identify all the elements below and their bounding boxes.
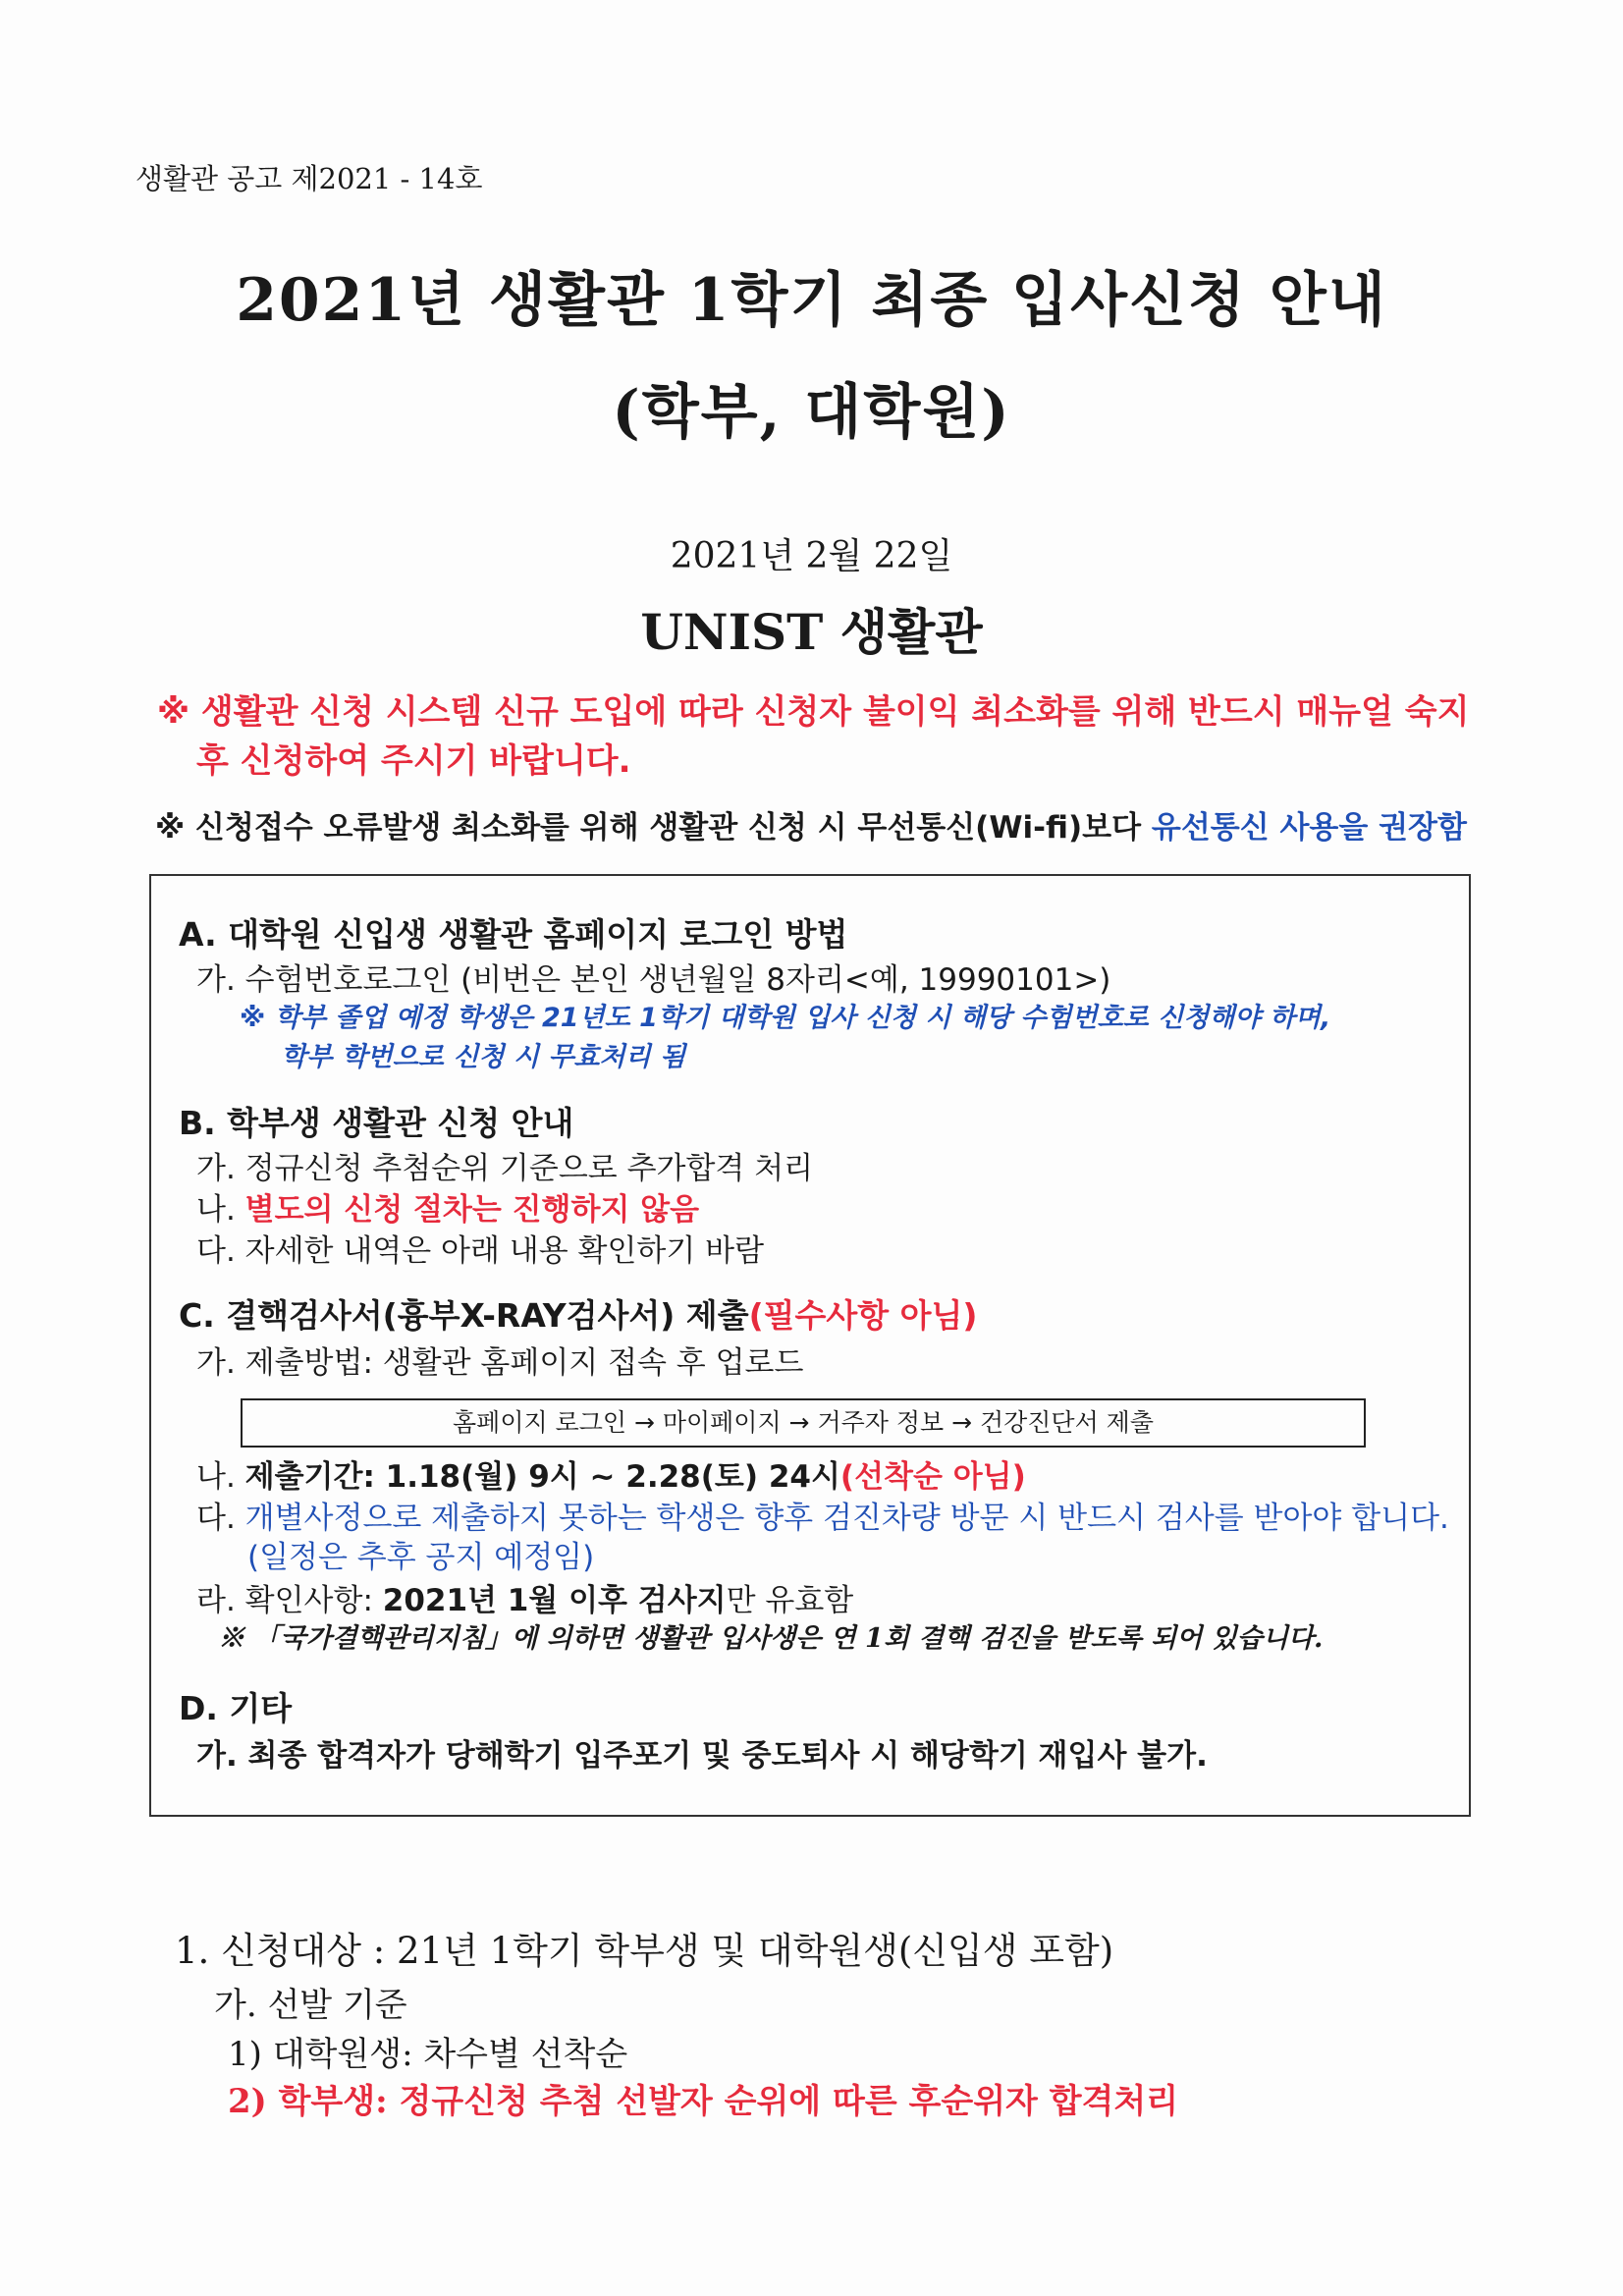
section-b-item-1: 가. 정규신청 추첨순위 기준으로 추가합격 처리 [196, 1151, 814, 1186]
section-b-item-2-prefix: 나. [196, 1192, 245, 1228]
section-c-heading-highlight: (필수사항 아님) [748, 1296, 978, 1335]
section-d-heading: D. 기타 [179, 1689, 293, 1727]
section-c-item-1: 가. 제출방법: 생활관 홈페이지 접속 후 업로드 [196, 1345, 804, 1381]
section-c-item-2-bold: 제출기간: 1.18(월) 9시 ~ 2.28(토) 24시 [244, 1459, 840, 1495]
notice-number: 생활관 공고 제2021 - 14호 [135, 162, 483, 195]
section-c-item-3-line-1: 개별사정으로 제출하지 못하는 학생은 향후 검진차량 방문 시 반드시 검사를 받아야 합니다. [244, 1501, 1449, 1536]
section-a-heading: A. 대학원 신입생 생활관 홈페이지 로그인 방법 [179, 915, 848, 954]
section-c-item-3-prefix: 다. [196, 1501, 245, 1536]
alert-network-highlight: 유선통신 사용을 권장함 [1151, 810, 1467, 846]
section-a-note-2: 학부 학번으로 신청 시 무효처리 됨 [281, 1042, 686, 1072]
alert-network [155, 803, 1530, 852]
section-d-item-1: 가. 최종 합격자가 당해학기 입주포기 및 중도퇴사 시 해당학기 재입사 불가. [196, 1738, 1208, 1774]
section-c-item-4-bold: 2021년 1월 이후 검사지 [382, 1583, 727, 1618]
section-1-sub-a: 가. 선발 기준 [214, 1986, 407, 2025]
section-c-item-2 [196, 1451, 1026, 1496]
title-line-2: (학부, 대학원) [612, 378, 1011, 447]
title-line-1: 2021년 생활관 1학기 최종 입사신청 안내 [236, 266, 1387, 335]
section-1-heading: 1. 신청대상 : 21년 1학기 학부생 및 대학원생(신입생 포함) [175, 1930, 1114, 1972]
section-c-item-4-prefix: 라. 확인사항: [196, 1583, 383, 1618]
submission-process-box: 홈페이지 로그인 → 마이페이지 → 거주자 정보 → 건강진단서 제출 [241, 1398, 1366, 1448]
section-1-item-2: 2) 학부생: 정규신청 추첨 선발자 순위에 따른 후순위자 합격처리 [228, 2082, 1179, 2121]
alert-manual-line-1: ※ 생활관 신청 시스템 신규 도입에 따라 신청자 불이익 최소화를 위해 반드시 매뉴얼 숙지 [157, 692, 1470, 732]
section-b-item-2-highlight: 별도의 신청 절차는 진행하지 않음 [244, 1192, 700, 1228]
alert-manual-line-2: 후 신청하여 주시기 바랍니다. [196, 741, 631, 781]
section-a-note-1: ※ 학부 졸업 예정 학생은 21년도 1학기 대학원 입사 신청 시 해당 수험번호로 신청해야 하며, [240, 1003, 1331, 1033]
section-b-item-2 [196, 1184, 699, 1229]
section-b-heading: B. 학부생 생활관 신청 안내 [179, 1104, 574, 1142]
section-1-item-1: 1) 대학원생: 차수별 선착순 [228, 2035, 628, 2074]
section-c-item-4 [196, 1575, 853, 1619]
section-c-heading [179, 1290, 978, 1337]
section-c-item-3-line-2: (일정은 추후 공지 예정임) [247, 1540, 595, 1575]
section-b-item-3: 다. 자세한 내역은 아래 내용 확인하기 바람 [196, 1233, 765, 1269]
section-c-item-2-highlight: (선착순 아님) [839, 1459, 1026, 1495]
alert-network-text: ※ 신청접수 오류발생 최소화를 위해 생활관 신청 시 무선통신(Wi-fi)보다 [155, 810, 1152, 846]
issuer: UNIST 생활관 [640, 603, 983, 661]
section-c-note: ※ 「국가결핵관리지침」에 의하면 생활관 입사생은 연 1회 결핵 검진을 받도록 되어 있습니다. [218, 1623, 1324, 1654]
notice-date: 2021년 2월 22일 [670, 536, 953, 576]
alert-manual [157, 687, 1512, 786]
section-a-item-1: 가. 수험번호로그인 (비번은 본인 생년월일 8자리<예, 19990101>) [196, 962, 1111, 998]
section-c-item-4-suffix: 만 유효함 [726, 1583, 854, 1618]
section-c-item-2-prefix: 나. [196, 1459, 245, 1495]
section-c-heading-text: C. 결핵검사서(흉부X-RAY검사서) 제출 [179, 1296, 749, 1335]
section-c-item-3 [196, 1493, 1449, 1537]
